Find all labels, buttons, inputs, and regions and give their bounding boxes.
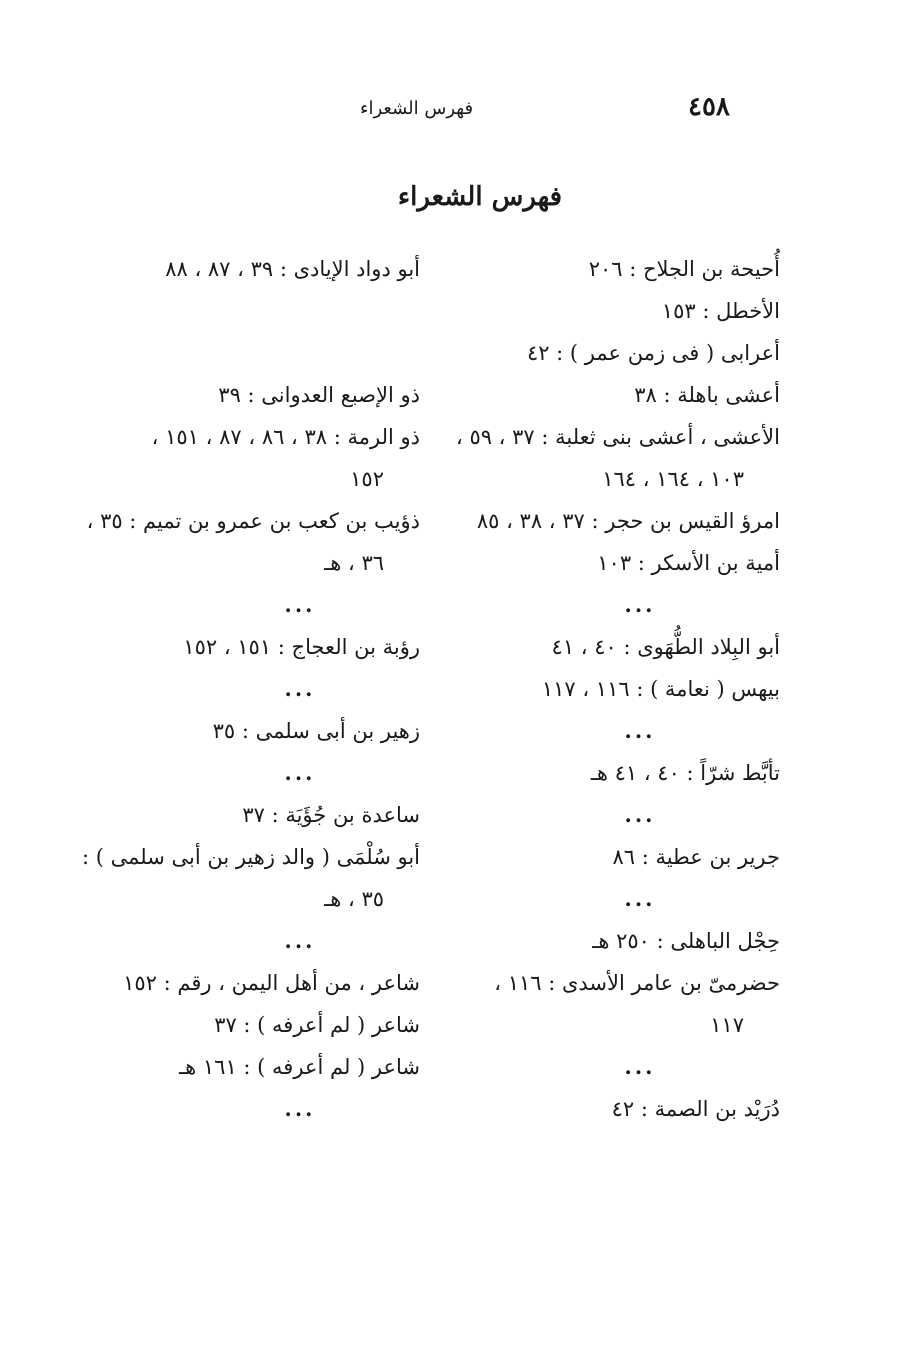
index-entry: شاعر ( لم أعرفه ) : ٣٧ [214,1013,420,1037]
section-separator: ... [284,1096,316,1121]
index-title [0,182,920,212]
index-entry: تأبَّط شرّاً : ٤٠ ، ٤١ هـ [590,761,780,785]
section-separator: ... [624,718,656,743]
index-entry: حِجْل الباهلى : ٢٥٠ هـ [592,929,780,953]
running-header [0,92,920,128]
index-entry: زهير بن أبى سلمى : ٣٥ [212,719,420,743]
index-entry: بيهس ( نعامة ) : ١١٦ ، ١١٧ [541,677,780,701]
index-entry: جرير بن عطية : ٨٦ [612,845,780,869]
section-separator: ... [624,1054,656,1079]
index-entry: حضرمىّ بن عامر الأسدى : ١١٦ ، [494,971,780,995]
index-entry: دُرَيْد بن الصمة : ٤٢ [611,1097,780,1121]
index-entry: أبو البِلاد الطُّهَوى : ٤٠ ، ٤١ [551,635,780,659]
page-number: ٤٥٨ [688,92,730,122]
section-separator: ... [284,676,316,701]
index-entry: ذؤيب بن كعب بن عمرو بن تميم : ٣٥ ، [86,509,420,533]
index-column-right [440,248,780,1130]
section-separator: ... [624,886,656,911]
index-entry: الأعشى ، أعشى بنى ثعلبة : ٣٧ ، ٥٩ ، [455,425,780,449]
index-entry: امرؤ القيس بن حجر : ٣٧ ، ٣٨ ، ٨٥ [476,509,780,533]
section-separator: ... [284,592,316,617]
section-separator: ... [624,592,656,617]
index-entry: ذو الرمة : ٣٨ ، ٨٦ ، ٨٧ ، ١٥١ ، [151,425,420,449]
index-entry: أمية بن الأسكر : ١٠٣ [597,551,780,575]
index-entry-continuation: ٣٦ ، هـ [324,551,384,575]
index-entry-continuation: ١٠٣ ، ١٦٤ ، ١٦٤ [602,467,744,491]
index-entry: الأخطل : ١٥٣ [661,299,780,323]
index-entry: أعرابى ( فى زمن عمر ) : ٤٢ [526,341,780,365]
index-entry: شاعر ( لم أعرفه ) : ١٦١ هـ [179,1055,420,1079]
index-column-left [82,248,420,1130]
index-entry: أبو دواد الإيادى : ٣٩ ، ٨٧ ، ٨٨ [165,257,420,281]
index-entry: أعشى باهلة : ٣٨ [634,383,780,407]
index-entry: ذو الإصبع العدوانى : ٣٩ [218,383,420,407]
index-entry: ساعدة بن جُؤَيَة : ٣٧ [242,803,420,827]
index-entry-continuation: ١٥٢ [350,467,384,491]
index-entry: شاعر ، من أهل اليمن ، رقم : ١٥٢ [123,971,420,995]
index-entry-continuation: ٣٥ ، هـ [324,887,384,911]
index-entry: رؤبة بن العجاج : ١٥١ ، ١٥٢ [183,635,420,659]
index-entry: أُحيحة بن الجلاح : ٢٠٦ [588,257,780,281]
index-entry: أبو سُلْمَى ( والد زهير بن أبى سلمى ) : [82,845,420,869]
index-title-text: فهرس الشعراء [397,182,563,212]
running-title: فهرس الشعراء [360,98,474,119]
section-separator: ... [284,760,316,785]
index-entry-continuation: ١١٧ [710,1013,744,1037]
section-separator: ... [284,928,316,953]
section-separator: ... [624,802,656,827]
